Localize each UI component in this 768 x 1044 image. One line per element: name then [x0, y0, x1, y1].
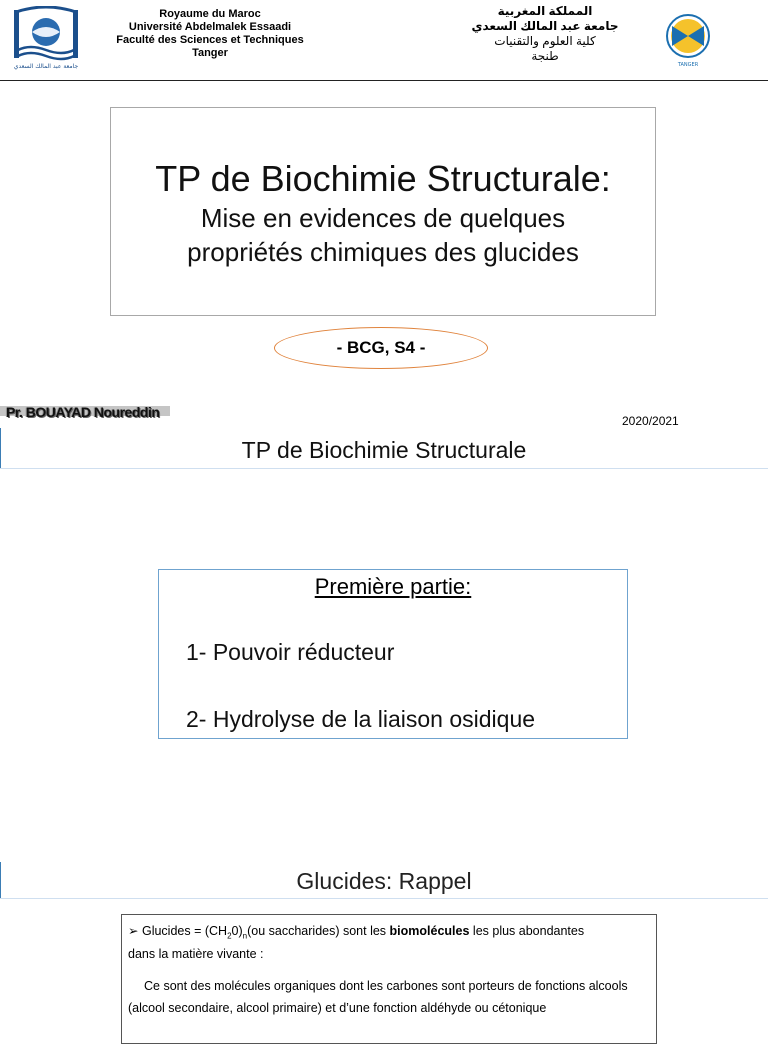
document-title: TP de Biochimie Structurale: — [155, 158, 611, 199]
header-arabic — [470, 4, 620, 64]
professor-name: Pr. BOUAYAD Noureddin — [6, 404, 160, 420]
formula-subscript: 2 — [227, 931, 232, 941]
formula-subscript: n — [242, 931, 248, 941]
subtitle-line: propriétés chimiques des glucides — [187, 237, 579, 267]
faculty-logo — [658, 12, 730, 72]
subtitle-line: Mise en evidences de quelques — [200, 203, 566, 233]
part-item: 2- Hydrolyse de la liaison osidique — [186, 706, 536, 732]
document-subtitle — [110, 201, 656, 269]
slide3-divider — [0, 898, 768, 899]
slide2-divider — [0, 468, 768, 469]
header-fr-line: Royaume du Maroc — [159, 8, 261, 20]
bullet-icon: ➢ — [128, 924, 139, 938]
header-ar-line: كلية العلوم والتقنيات — [494, 34, 596, 48]
slide3-title: Glucides: Rappel — [296, 868, 472, 894]
header-french — [110, 8, 310, 60]
header-ar-line: جامعة عبد المالك السعدي — [471, 19, 619, 33]
part-item: 1- Pouvoir réducteur — [186, 639, 395, 665]
rappel-text: (ou saccharides) sont les — [247, 924, 390, 938]
formula-text: 0) — [231, 924, 243, 938]
rappel-line-2: dans la matière vivante : — [128, 947, 264, 961]
rappel-text: les plus abondantes — [469, 924, 585, 938]
header-ar-line: طنجة — [531, 49, 559, 63]
header-ar-line: المملكة المغربية — [497, 4, 593, 18]
rappel-line-1 — [128, 922, 648, 946]
formula-text: Glucides = (CH — [141, 924, 228, 938]
rappel-bold-text: biomolécules — [389, 924, 470, 938]
level-badge-text: - BCG, S4 - — [336, 338, 426, 357]
slide2-title: TP de Biochimie Structurale — [241, 437, 527, 463]
rappel-paragraph: Ce sont des molécules organiques dont les carbones sont porteurs de fonctions alcools (alcool secondaire, alcool primaire) et d’une fonction aldéhyde ou cétonique — [128, 979, 628, 1015]
svg-text:جامعة عبد المالك السعدي: جامعة عبد المالك السعدي — [13, 63, 79, 70]
part-title: Première partie: — [314, 574, 472, 599]
university-logo — [10, 6, 82, 74]
header-fr-line: Tanger — [192, 47, 228, 59]
header-fr-line: Faculté des Sciences et Techniques — [116, 34, 304, 46]
header-fr-line: Université Abdelmalek Essaadi — [128, 21, 292, 33]
svg-text:TANGER: TANGER — [677, 62, 699, 68]
academic-year: 2020/2021 — [622, 414, 679, 428]
header-divider — [0, 80, 768, 81]
